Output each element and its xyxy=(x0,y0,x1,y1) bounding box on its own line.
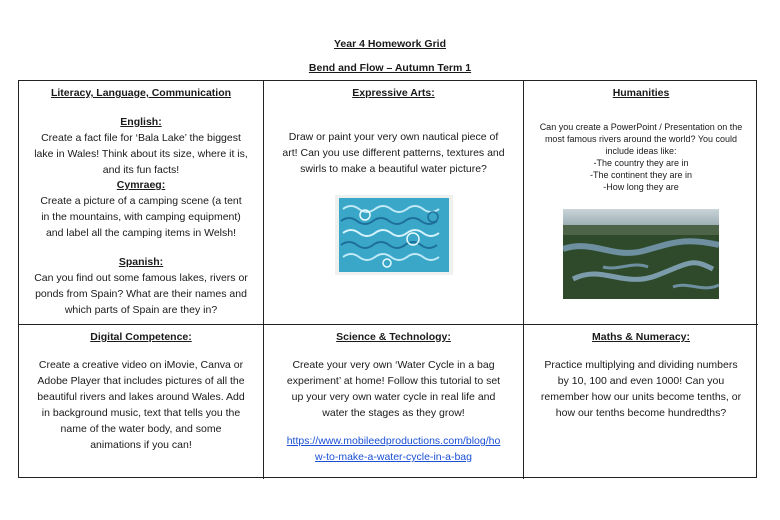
homework-grid xyxy=(18,80,757,478)
cymraeg-line: in the mountains, with camping equipment) xyxy=(41,211,241,223)
maths-heading: Maths & Numeracy: xyxy=(591,331,691,343)
digital-line: in background music, text that tells you the xyxy=(41,407,241,419)
expressive-heading: Expressive Arts: xyxy=(352,87,435,99)
document-title: Year 4 Homework Grid xyxy=(333,38,447,50)
digital-line: name of the water body, and some xyxy=(60,423,222,435)
humanities-line: include ideas like: xyxy=(605,146,677,156)
english-line: and its fun facts! xyxy=(102,164,180,176)
science-line: up your very own water cycle in real life and xyxy=(291,391,496,403)
tutorial-link-line: w-to-make-a-water-cycle-in-a-bag xyxy=(315,451,472,463)
cymraeg-line: and label all the camping items in Welsh! xyxy=(45,227,237,239)
digital-line: Adobe Player that includes pictures of all the xyxy=(37,375,245,387)
cell-digital-competence xyxy=(19,325,264,479)
humanities-line: -The continent they are in xyxy=(589,170,693,180)
water-painting-image xyxy=(335,195,453,275)
humanities-line: most famous rivers around the world? You could xyxy=(544,134,738,144)
tutorial-link-line: https://www.mobileedproductions.com/blog/ho xyxy=(286,435,501,447)
science-line: Create your very own ‘Water Cycle in a bag xyxy=(292,359,495,371)
cymraeg-line: Create a picture of a camping scene (a tent xyxy=(40,195,242,207)
cell-maths-numeracy xyxy=(524,325,758,479)
spanish-line: Can you find out some famous lakes, rivers or xyxy=(34,272,248,284)
maths-line: Practice multiplying and dividing numbers xyxy=(544,359,738,371)
literacy-heading: Literacy, Language, Communication xyxy=(50,87,232,99)
cymraeg-heading: Cymraeg: xyxy=(116,179,166,191)
maths-line: by 10, 100 and even 1000! Can you xyxy=(557,375,725,387)
humanities-line: -How long they are xyxy=(603,182,679,192)
spanish-line: ponds from Spain? What are their names and xyxy=(35,288,247,300)
cell-humanities xyxy=(524,81,758,325)
spanish-heading: Spanish: xyxy=(118,256,164,268)
digital-heading: Digital Competence: xyxy=(90,331,192,343)
science-line: experiment’ at home! Follow this tutorial to set xyxy=(286,375,501,387)
digital-line: beautiful rivers and lakes around Wales. Add xyxy=(37,391,245,403)
science-line: water the stages as they grow! xyxy=(322,407,465,419)
english-line: lake in Wales! Think about its size, where it is, xyxy=(34,148,248,160)
maths-line: remember how our units become tenths, or xyxy=(540,391,742,403)
cell-expressive-arts xyxy=(264,81,524,325)
maths-line: how our tenths become hundredths? xyxy=(555,407,727,419)
expressive-line: art! Can you use different patterns, textures and xyxy=(282,147,505,159)
digital-line: Create a creative video on iMovie, Canva or xyxy=(38,359,244,371)
document-subtitle: Bend and Flow – Autumn Term 1 xyxy=(308,62,472,74)
spanish-line: which parts of Spain are they in? xyxy=(64,304,218,316)
english-heading: English: xyxy=(120,116,162,128)
expressive-line: swirls to make a beautiful water picture? xyxy=(300,163,487,175)
expressive-line: Draw or paint your very own nautical piece of xyxy=(288,131,499,143)
river-aerial-image xyxy=(563,209,719,299)
cell-literacy xyxy=(19,81,264,325)
humanities-line: Can you create a PowerPoint / Presentation on the xyxy=(539,122,743,132)
tutorial-link[interactable] xyxy=(270,433,517,465)
science-heading: Science & Technology: xyxy=(336,331,451,343)
humanities-heading: Humanities xyxy=(612,87,670,99)
digital-line: animations if you can! xyxy=(90,439,192,451)
humanities-line: -The country they are in xyxy=(593,158,689,168)
cell-science-technology xyxy=(264,325,524,479)
english-line: Create a fact file for ‘Bala Lake’ the biggest xyxy=(41,132,241,144)
